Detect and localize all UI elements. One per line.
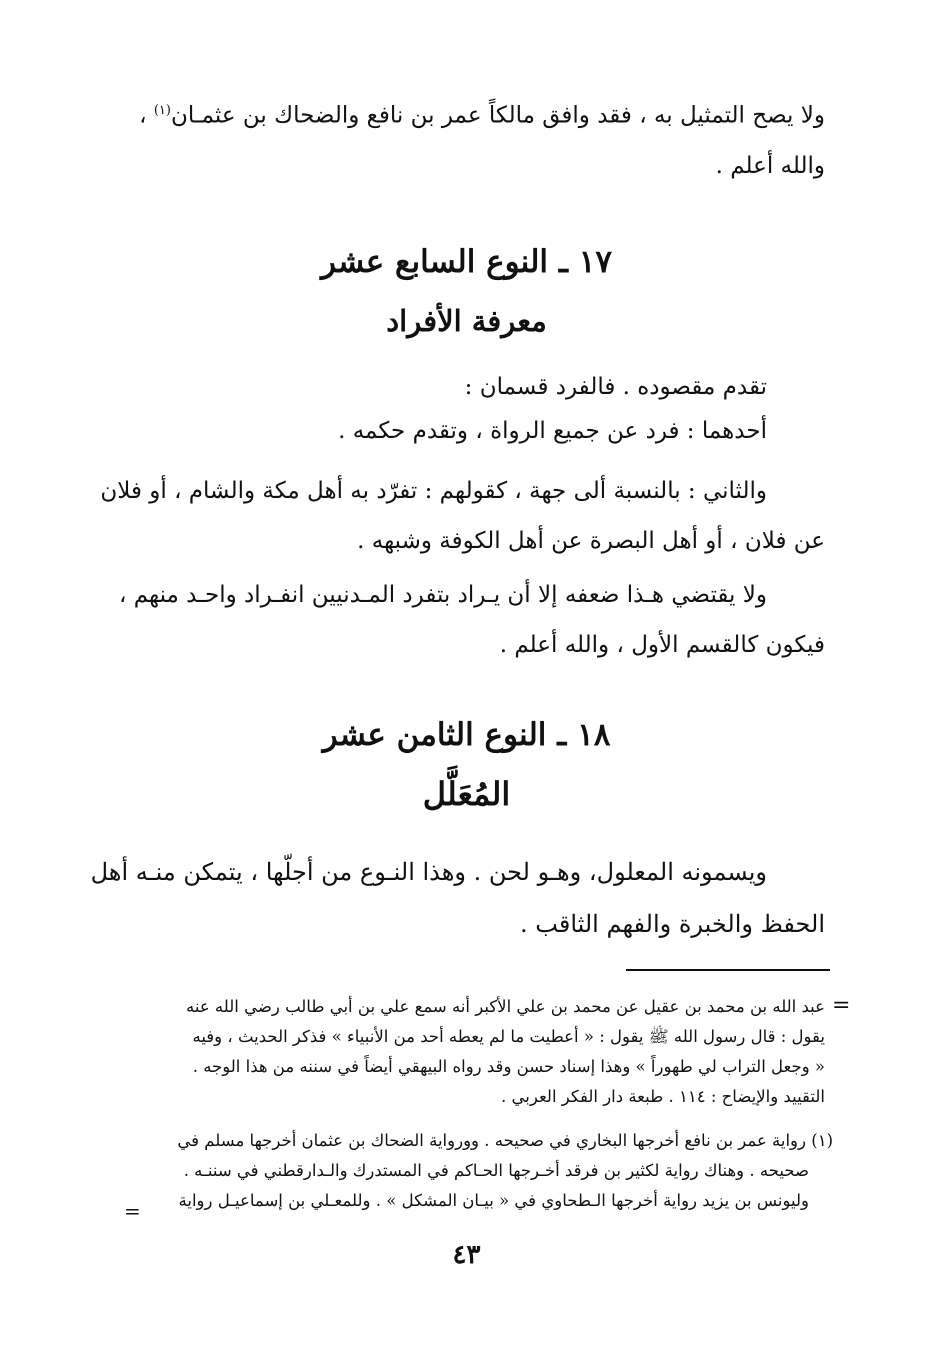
footnote-line: التقييد والإيضاح : ١١٤ . طبعة دار الفكر العربي . (501, 1087, 825, 1106)
text-line: ولا يقتضي هـذا ضعفه إلا أن يـراد بتفرد المـدنيين انفـراد واحـد منهم ، (118, 582, 767, 608)
footnote-line: « وجعل التراب لي طهوراً » وهذا إسناد حسن وقد رواه البيهقي أيضاً في سننه من هذا الوجه . (192, 1057, 825, 1076)
text-line: تقدم مقصوده . فالفرد قسمان : (464, 374, 767, 400)
top-paragraph (113, 86, 825, 191)
section-heading: ١٨ ـ النوع الثامن عشر (322, 717, 611, 753)
footnote-separator (626, 969, 830, 971)
text-run: ، (139, 102, 154, 129)
section-heading: ١٧ ـ النوع السابع عشر (320, 244, 613, 280)
section-subheading: المُعَلَّل (422, 775, 511, 813)
continuation-mark: = (832, 993, 851, 1018)
text-line (113, 86, 825, 141)
footnote-line: يقول : قال رسول الله ﷺ يقول : « أعطيت ما لم يعطه أحد من الأنبياء » فذكر الحديث ، وفيه (192, 1027, 825, 1046)
text-line: الحفظ والخبرة والفهم الثاقب . (520, 910, 825, 938)
text-line: عن فلان ، أو أهل البصرة عن أهل الكوفة وشبهه . (357, 528, 825, 554)
footnote-marker: (١) (153, 103, 171, 118)
text-run: ولا يصح التمثيل به ، فقد وافق مالكاً عمر بن نافع والضحاك بن عثمـان (170, 102, 825, 129)
footnote-continuation (113, 992, 825, 1112)
footnote-line: وليونس بن يزيد رواية أخرجها الـطحاوي في « بيـان المشكل » . وللمعـلي بن إسماعيـل رواية (178, 1191, 809, 1210)
footnote-1 (121, 1126, 833, 1216)
continuation-mark: = (124, 1199, 141, 1223)
footnote-line: عبد الله بن محمد بن عقيل عن محمد بن علي الأكبر أنه سمع علي بن أبي طالب رضي الله عنه (186, 997, 825, 1016)
text-line: فيكون كالقسم الأول ، والله أعلم . (499, 632, 825, 658)
footnote-line: (١) رواية عمر بن نافع أخرجها البخاري في صحيحه . وورواية الضحاك بن عثمان أخرجها مسلم في (177, 1131, 833, 1150)
text-line: والثاني : بالنسبة ألى جهة ، كقولهم : تفرّد به أهل مكة والشام ، أو فلان (100, 478, 767, 504)
paragraph (113, 365, 825, 453)
text-line: أحدهما : فرد عن جميع الرواة ، وتقدم حكمه . (338, 418, 767, 444)
paragraph (90, 846, 825, 950)
footnote-line: صحيحه . وهناك رواية لكثير بن فرقد أخـرجها الحـاكم في المستدرك والـدارقطني في سننـه . (183, 1161, 809, 1180)
section-subheading: معرفة الأفراد (386, 304, 547, 338)
paragraph (100, 466, 825, 566)
page-number: ٤٣ (452, 1240, 481, 1270)
text-line: والله أعلم . (715, 152, 825, 179)
paragraph (113, 570, 825, 670)
text-line: ويسمونه المعلول، وهـو لحن . وهذا النـوع من أجلّها ، يتمكن منـه أهل (90, 858, 767, 886)
